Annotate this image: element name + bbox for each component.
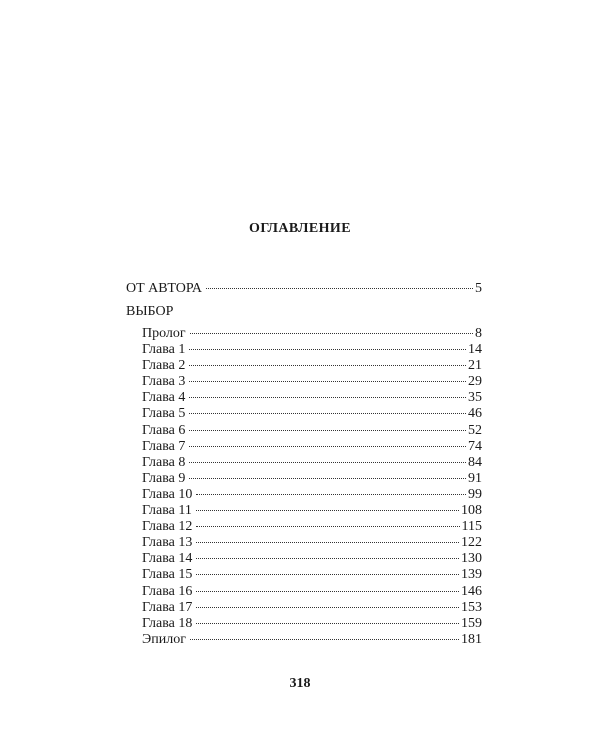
dot-leader [189, 413, 466, 414]
toc-entry-page: 99 [468, 486, 482, 502]
toc-entry-label: Глава 15 [142, 567, 193, 583]
toc-entry [142, 326, 482, 342]
toc-entry-label: Глава 12 [142, 519, 193, 535]
toc-list [142, 326, 482, 648]
toc-entry [142, 471, 482, 487]
toc-entry-page: 122 [461, 535, 482, 551]
toc-entry [142, 423, 482, 439]
toc-entry-page: 146 [461, 583, 482, 599]
toc-entry [142, 358, 482, 374]
toc-entry-label: Глава 16 [142, 583, 193, 599]
toc-entry [142, 519, 482, 535]
toc-entry-page: 14 [468, 342, 482, 358]
toc-entry-page: 181 [461, 631, 482, 647]
toc-entry-label: Глава 8 [142, 454, 186, 470]
toc-entry [142, 567, 482, 583]
toc-entry-label: Глава 5 [142, 406, 186, 422]
toc-entry-label: Глава 1 [142, 342, 186, 358]
toc-entry-label: Пролог [142, 326, 186, 341]
dot-leader [189, 462, 466, 463]
toc-entry-page: 21 [468, 358, 482, 374]
toc-entry [142, 584, 482, 600]
toc-entry-label: Глава 14 [142, 551, 193, 567]
toc-entry-label: Глава 7 [142, 438, 186, 454]
dot-leader [189, 478, 466, 479]
toc-entry-label: ОТ АВТОРА [126, 281, 203, 296]
toc-entry-page: 8 [475, 326, 482, 341]
toc-entry-page: 153 [461, 599, 482, 615]
toc-entry-page: 74 [468, 438, 482, 454]
dot-leader [196, 526, 459, 527]
toc-entry [142, 406, 482, 422]
toc-entry-label: Глава 10 [142, 486, 193, 502]
dot-leader [196, 591, 459, 592]
toc-entry [142, 455, 482, 471]
toc-entry-page: 46 [468, 406, 482, 422]
toc-entry [142, 487, 482, 503]
toc-entry-label: Глава 6 [142, 422, 186, 438]
toc-entry-label: Глава 18 [142, 615, 193, 631]
toc-entry [142, 503, 482, 519]
toc-entry [142, 616, 482, 632]
toc-entry-page: 130 [461, 551, 482, 567]
toc-entry-page: 91 [468, 470, 482, 486]
toc-entry-page: 139 [461, 567, 482, 583]
toc-entry-page: 35 [468, 390, 482, 406]
toc-entry [142, 439, 482, 455]
dot-leader [189, 349, 466, 350]
toc-entry [142, 632, 482, 648]
toc-entry-page: 29 [468, 374, 482, 390]
toc-entry [142, 342, 482, 358]
section-heading: ВЫБОР [126, 304, 174, 319]
toc-entry [142, 374, 482, 390]
toc-entry-label: Глава 4 [142, 390, 186, 406]
toc-entry [142, 535, 482, 551]
dot-leader [189, 381, 466, 382]
toc-entry [142, 390, 482, 406]
toc-entry-label: Глава 2 [142, 358, 186, 374]
toc-title: ОГЛАВЛЕНИЕ [249, 221, 351, 236]
dot-leader [196, 542, 459, 543]
toc-entry-author-note [126, 281, 482, 297]
toc-entry-page: 108 [461, 503, 482, 519]
toc-entry-page: 84 [468, 454, 482, 470]
toc-entry-label: Глава 13 [142, 535, 193, 551]
toc-entry [142, 551, 482, 567]
dot-leader [206, 288, 473, 289]
toc-entry-label: Глава 17 [142, 599, 193, 615]
toc-entry-label: Глава 3 [142, 374, 186, 390]
dot-leader [196, 558, 459, 559]
toc-entry-page: 52 [468, 422, 482, 438]
toc-entry-page: 115 [461, 519, 482, 535]
dot-leader [189, 365, 466, 366]
dot-leader [196, 607, 459, 608]
toc-entry-label: Эпилог [142, 631, 186, 647]
toc-entry [142, 600, 482, 616]
dot-leader [189, 397, 466, 398]
dot-leader [189, 446, 466, 447]
dot-leader [190, 639, 459, 640]
dot-leader [196, 494, 466, 495]
toc-entry-page: 159 [461, 615, 482, 631]
toc-entry-page: 5 [475, 281, 482, 296]
page-number: 318 [289, 676, 311, 691]
dot-leader [189, 430, 466, 431]
dot-leader [190, 333, 473, 334]
dot-leader [196, 623, 459, 624]
toc-entry-label: Глава 11 [142, 503, 192, 519]
dot-leader [196, 574, 459, 575]
dot-leader [196, 510, 459, 511]
toc-entry-label: Глава 9 [142, 470, 186, 486]
